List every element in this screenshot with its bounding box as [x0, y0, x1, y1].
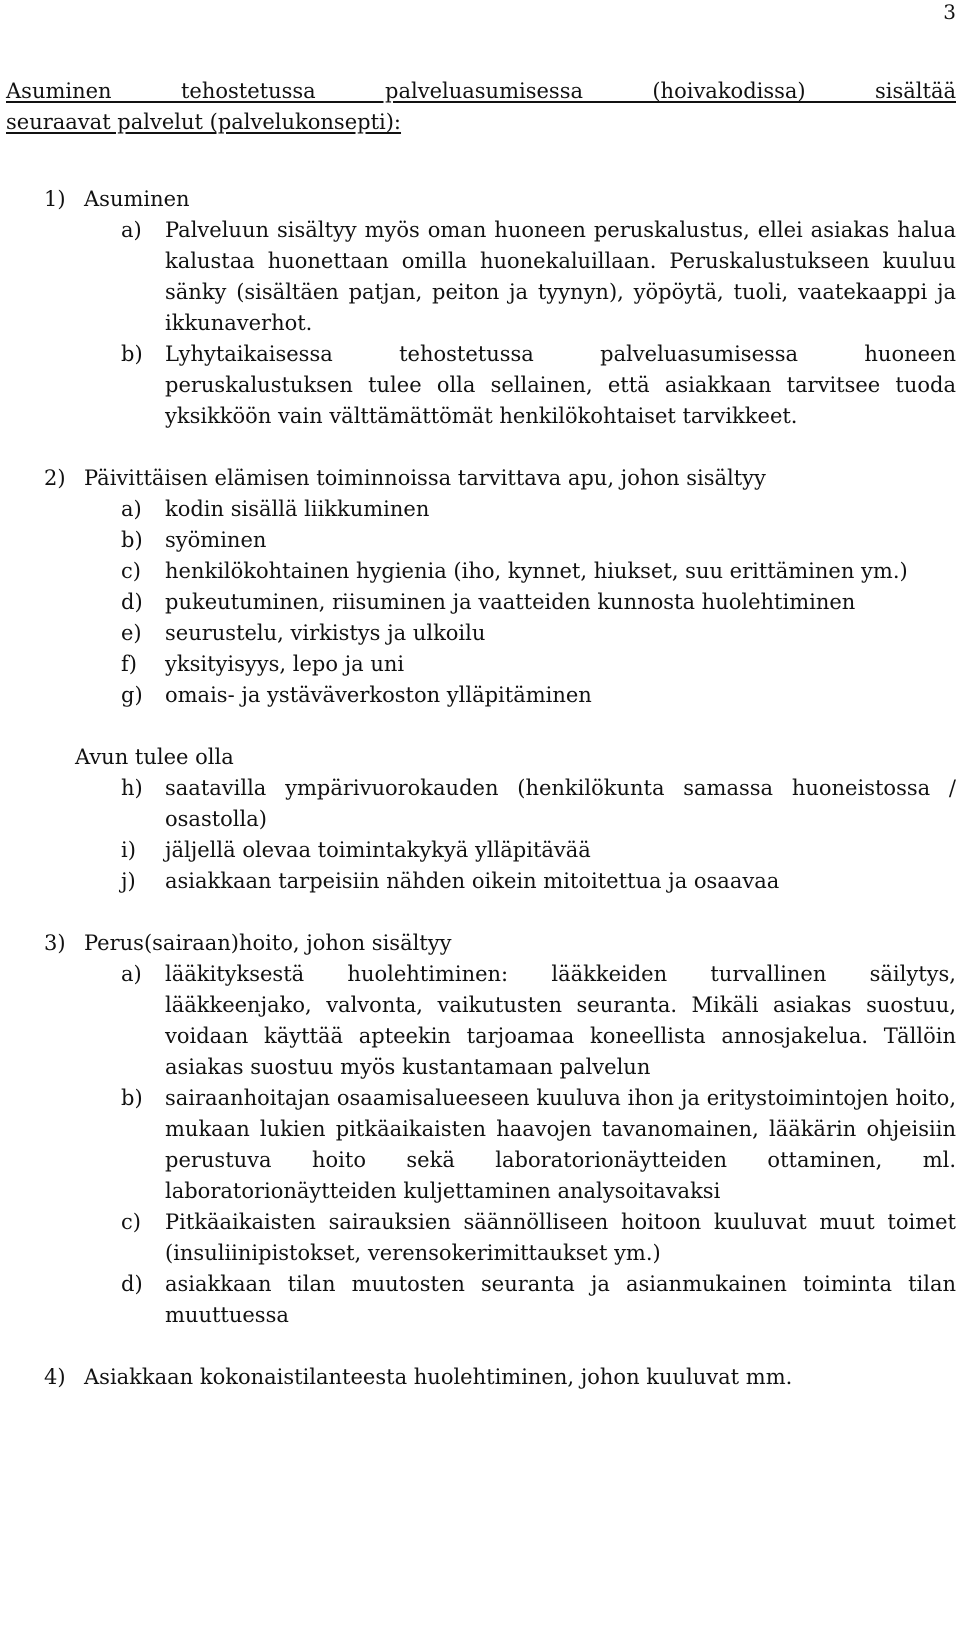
item-letter: c)	[121, 559, 141, 583]
page-number: 3	[943, 0, 956, 24]
document-body	[6, 76, 956, 1393]
intro-paragraph	[6, 76, 956, 138]
item-text: henkilökohtainen hygienia (iho, kynnet, hiukset, suu erittäminen ym.)	[165, 559, 908, 583]
item-letter: d)	[121, 590, 143, 614]
item-letter: f)	[121, 652, 137, 676]
list-item	[84, 1207, 956, 1269]
item-text: jäljellä olevaa toimintakykyä ylläpitävää	[165, 838, 591, 862]
item-text: kodin sisällä liikkuminen	[165, 497, 430, 521]
list-item	[84, 618, 956, 649]
item-letter: d)	[121, 1272, 143, 1296]
list-item	[84, 835, 956, 866]
list-item	[84, 1269, 956, 1331]
section-number: 3)	[44, 931, 66, 955]
section-number: 2)	[44, 466, 66, 490]
item-letter: b)	[121, 528, 143, 552]
section-2	[6, 463, 956, 897]
intro-line-1: Asuminen tehostetussa palveluasumisessa (hoivakodissa) sisältää	[6, 79, 956, 103]
section-1	[6, 184, 956, 432]
item-text: seurustelu, virkistys ja ulkoilu	[165, 621, 486, 645]
list-item	[84, 866, 956, 897]
item-letter: b)	[121, 342, 143, 366]
item-letter: a)	[121, 497, 142, 521]
list-item	[84, 587, 956, 618]
item-text: saatavilla ympärivuorokauden (henkilökunta samassa huoneistossa / osastolla)	[165, 776, 956, 831]
list-item	[84, 680, 956, 711]
item-letter: a)	[121, 962, 142, 986]
item-letter: g)	[121, 683, 143, 707]
intro-line-2: seuraavat palvelut (palvelukonsepti):	[6, 110, 402, 134]
item-letter: h)	[121, 776, 143, 800]
item-letter: a)	[121, 218, 142, 242]
section-number: 1)	[44, 187, 66, 211]
list-item	[84, 339, 956, 432]
item-letter: j)	[121, 869, 136, 893]
item-text: Lyhytaikaisessa tehostetussa palveluasumisessa huoneen peruskalustuksen tulee olla sellainen, että asiakkaan tarvitsee tuoda yksikköön vain välttämättömät henkilökohtaiset tarvikkeet.	[165, 342, 956, 428]
item-letter: c)	[121, 1210, 141, 1234]
item-letter: b)	[121, 1086, 143, 1110]
item-text: syöminen	[165, 528, 267, 552]
list-item	[84, 773, 956, 835]
section-4	[6, 1362, 956, 1393]
section-title: Asuminen	[84, 187, 190, 211]
section-title: Asiakkaan kokonaistilanteesta huolehtiminen, johon kuuluvat mm.	[84, 1365, 793, 1389]
section-title: Perus(sairaan)hoito, johon sisältyy	[84, 931, 452, 955]
list-item	[84, 649, 956, 680]
section-number: 4)	[44, 1365, 66, 1389]
section-title: Päivittäisen elämisen toiminnoissa tarvittava apu, johon sisältyy	[84, 466, 766, 490]
list-item	[84, 556, 956, 587]
item-letter: e)	[121, 621, 142, 645]
item-text: pukeutuminen, riisuminen ja vaatteiden kunnosta huolehtiminen	[165, 590, 856, 614]
item-text: asiakkaan tarpeisiin nähden oikein mitoitettua ja osaavaa	[165, 869, 780, 893]
item-text: sairaanhoitajan osaamisalueeseen kuuluva ihon ja eritystoimintojen hoito, mukaan lukien pitkäaikaisten haavojen tavanomainen, lääkärin ohjeisiin perustuva hoito sekä laboratorionäytteiden ottaminen, ml. laboratorionäytteiden kuljettaminen analysoitavaksi	[165, 1086, 956, 1203]
item-text: Palveluun sisältyy myös oman huoneen peruskalustus, ellei asiakas halua kalustaa huonettaan omilla huonekaluillaan. Peruskalustukseen kuuluu sänky (sisältäen patjan, peiton ja tyynyn), yöpöytä, tuoli, vaatekaappi ja ikkunaverhot.	[165, 218, 956, 335]
list-item	[84, 959, 956, 1083]
item-text: lääkityksestä huolehtiminen: lääkkeiden turvallinen säilytys, lääkkeenjako, valvonta, vaikutusten seuranta. Mikäli asiakas suostuu, voidaan käyttää apteekin tarjoamaa koneellista annosjakelua. Tällöin asiakas suostuu myös kustantamaan palvelun	[165, 962, 956, 1079]
list-item	[84, 1083, 956, 1207]
item-text: asiakkaan tilan muutosten seuranta ja asianmukainen toiminta tilan muuttuessa	[165, 1272, 956, 1327]
item-text: yksityisyys, lepo ja uni	[165, 652, 405, 676]
subheading: Avun tulee olla	[75, 745, 234, 769]
item-letter: i)	[121, 838, 136, 862]
list-item	[84, 494, 956, 525]
section-3	[6, 928, 956, 1331]
list-item	[84, 525, 956, 556]
list-item	[84, 215, 956, 339]
item-text: Pitkäaikaisten sairauksien säännölliseen hoitoon kuuluvat muut toimet (insuliinipistokset, verensokerimittaukset ym.)	[165, 1210, 956, 1265]
item-text: omais- ja ystäväverkoston ylläpitäminen	[165, 683, 592, 707]
